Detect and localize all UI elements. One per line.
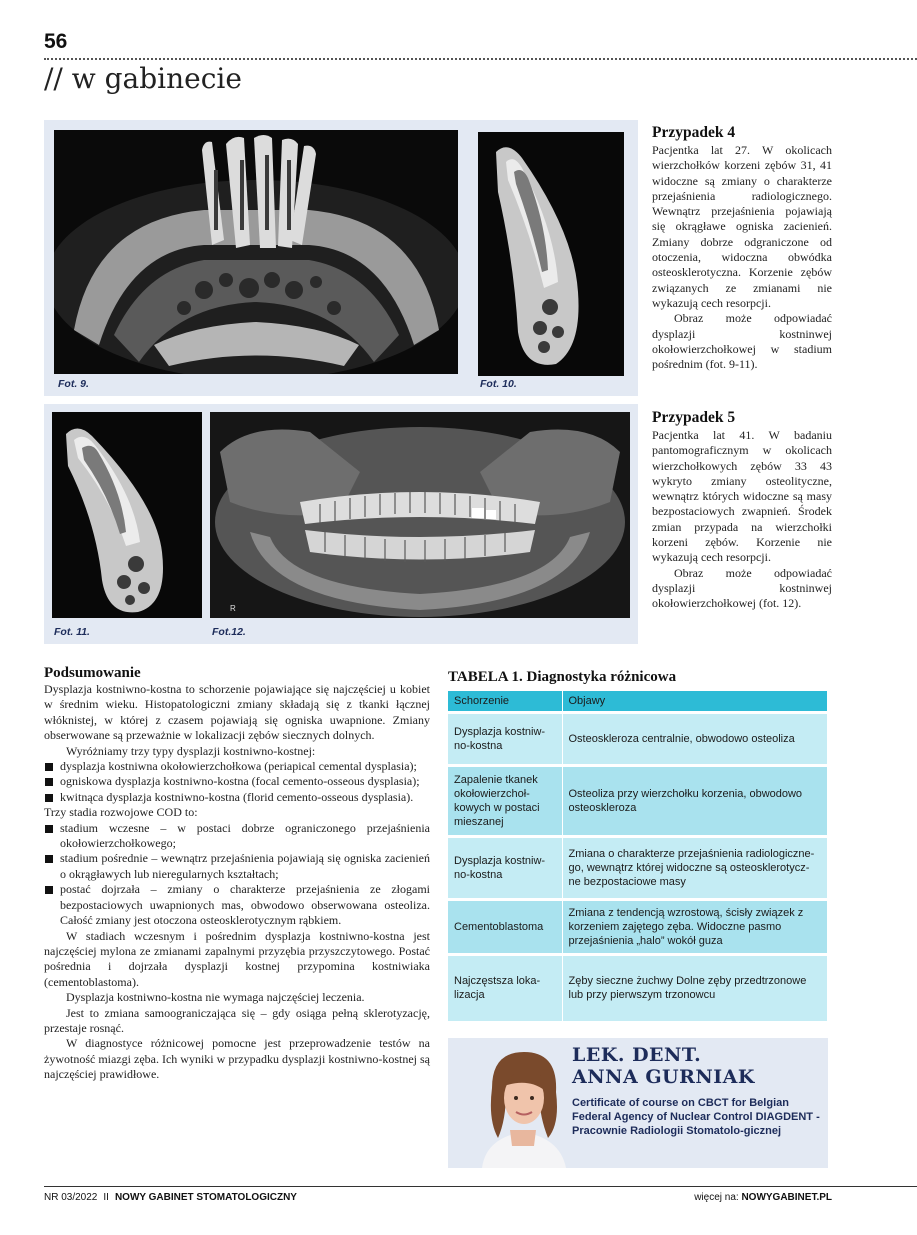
- case-4: [652, 124, 832, 372]
- table-cell: Zapalenie tkanek okołowierzchoł-kowych w postaci mieszanej: [448, 766, 562, 837]
- author-title: LEK. DENT.: [572, 1044, 702, 1066]
- table-cell: Zęby sieczne żuchwy Dolne zęby przedtrzonowe lub przy pierwszym trzonowcu: [562, 955, 828, 1021]
- table-row: [448, 713, 828, 766]
- table-title: TABELA 1. Diagnostyka różnicowa: [448, 669, 677, 685]
- panoramic-teeth-icon: [210, 412, 630, 618]
- footer-magazine: NOWY GABINET STOMATOLOGICZNY: [114, 1192, 297, 1203]
- list-item: stadium wczesne – w postaci dobrze ograniczonego przejaśnienia okołowierzchołkowego;: [44, 821, 430, 852]
- case-4-paragraph-2: Obraz może odpowiadać dysplazji kostninwej okołowierzchołkowej w stadium pośrednim (fot. 9-11).: [652, 311, 832, 372]
- footer-site-link[interactable]: NOWYGABINET.PL: [741, 1192, 832, 1203]
- summary-paragraph-treatment: Dysplazja kostniwno-kostna nie wymaga najczęściej leczenia.: [66, 990, 365, 1005]
- case-4-paragraph-1: Pacjentka lat 27. W okolicach wierzchołków korzeni zębów 31, 41 widoczne są zmiany o charakterze przejaśnienia radiologicznego. Wewnątrz przejaśnienia pojawiają się okrągławe ogniska zacienień. Zmiany dobrze odgraniczone od otoczenia, widoczna obwódka osteosklerotyczna. Korzenie zębów związanych ze zmianami nie wykazują cech resorpcji.: [652, 143, 832, 310]
- list-item: ogniskowa dysplazja kostniwno-kostna (focal cemento-osseous dysplasia);: [44, 774, 430, 789]
- photo-panel-bottom: [44, 404, 638, 644]
- case-5-paragraph-1: Pacjentka lat 41. W badaniu pantomograficznym w okolicach wierzchołkowych zębów 33 43 wykryto zmiany osteolityczne, wewnątrz których widoczne są masy bezpostaciowych zwapnień. Środek zmian przypada na wierzchołki korzeni zębów. Korzenie nie wykazują cech resorpcji.: [652, 428, 832, 565]
- footer-separator: II: [103, 1192, 109, 1203]
- footer-issue: NR 03/2022: [44, 1192, 98, 1203]
- case-5: [652, 409, 832, 612]
- summary-types-intro: Wyróżniamy trzy typy dysplazji kostniwno-kostnej:: [66, 743, 316, 758]
- table-cell: Osteoliza przy wierzchołku korzenia, obwodowo osteoskleroza: [562, 766, 828, 837]
- footer-right: [694, 1192, 832, 1203]
- list-item: stadium pośrednie – wewnątrz przejaśnienia pojawiają się ogniska zacienień o okrągławych lub nieregularnych kształtach;: [44, 851, 430, 882]
- summary-paragraph-stages: W stadiach wczesnym i pośrednim dysplazja kostniwno-kostna jest najczęściej mylona ze zmianami zapalnymi przyzębia przyszczytowego. Postać pośrednia i dojrzała dysplazji kostnej przypomina kostniwiaka (cementoblastoma).: [44, 928, 430, 989]
- table-header-symptoms: Objawy: [562, 691, 828, 713]
- table-row: [448, 900, 828, 955]
- author-portrait-icon: [468, 1042, 578, 1168]
- case-5-title: Przypadek 5: [652, 409, 736, 426]
- case-4-title: Przypadek 4: [652, 124, 736, 141]
- summary-paragraph-selflimit: Jest to zmiana samoograniczająca się – gdy osiąga pełną sklerotyzację, przestaje rosnąć.: [44, 1005, 430, 1035]
- case-5-paragraph-2: Obraz może odpowiadać dysplazji kostninwej okołowierzchołkowej (fot. 12).: [652, 565, 832, 611]
- table-cell: Dysplazja kostniw-no-kostna: [448, 713, 562, 766]
- page-number: 56: [44, 30, 68, 53]
- xray-fot9-axial-cbct: [54, 130, 458, 374]
- table-cell: Dysplazja kostniw-no-kostna: [448, 837, 562, 900]
- table-row: [448, 837, 828, 900]
- photo-panel-top: [44, 120, 638, 396]
- xray-fot12-panoramic: [210, 412, 630, 618]
- section-title: // w gabinecie: [44, 62, 242, 95]
- table-row: [448, 766, 828, 837]
- table-cell: Osteoskleroza centralnie, obwodowo osteoliza: [562, 713, 828, 766]
- sagittal-tooth-icon: [52, 412, 202, 618]
- xray-fot10-sagittal-cbct: [478, 132, 624, 376]
- table-cell: Zmiana z tendencją wzrostową, ścisły związek z korzeniem zajętego zęba. Widoczne pasmo przejaśnienia „halo” wokół guza: [562, 900, 828, 955]
- caption-fot11: Fot. 11.: [54, 626, 90, 638]
- footer-more-label: więcej na:: [694, 1192, 739, 1203]
- author-credentials: Certificate of course on CBCT for Belgian Federal Agency of Nuclear Control DIAGDENT - Pracownie Radiologii Stomatolo-gicznej: [572, 1097, 820, 1137]
- author-box: [448, 1038, 828, 1168]
- summary-intro: Dysplazja kostniwno-kostna to schorzenie pojawiające się najczęściej u kobiet w średnim wieku. Histopatologiczni zmiany składają się z tkanki łącznej włóknistej, w której z czasem pojawiają się ogniska uwapnione. Zmiany obserwowane są przeważnie w lokalizacji zębów siecznych dolnych.: [44, 682, 430, 743]
- top-dotted-rule: [44, 58, 917, 60]
- summary-stages-intro: Trzy stadia rozwojowe COD to:: [44, 805, 198, 820]
- summary-section: [44, 664, 430, 1083]
- list-item: postać dojrzała – zmiany o charakterze przejaśnienia ze złogami bezpostaciowych uwapnionych mas, obwodowo obserwowana osteoliza. Całość zmiany jest otoczona osteosklerotycznym rąbkiem.: [44, 882, 430, 928]
- table-cell: Cementoblastoma: [448, 900, 562, 955]
- differential-diagnosis-table: [448, 691, 828, 1021]
- table-header-row: [448, 691, 828, 713]
- list-item: dysplazja kostniwna okołowierzchołkowa (periapical cemental dysplasia);: [44, 759, 430, 774]
- caption-fot10: Fot. 10.: [480, 378, 517, 390]
- footer-left: [44, 1192, 297, 1203]
- author-name: [572, 1044, 755, 1088]
- summary-title: Podsumowanie: [44, 665, 141, 681]
- xray-fot11-sagittal-cbct: [52, 412, 202, 618]
- table-cell: Najczęstsza loka-lizacja: [448, 955, 562, 1021]
- bottom-rule: [44, 1186, 917, 1187]
- caption-fot12: Fot.12.: [212, 626, 246, 638]
- summary-paragraph-diagnostics: W diagnostyce różnicowej pomocne jest przeprowadzenie testów na żywotność miazgi zęba. Ich wyniki w przypadku dysplazji kostniwno-kostnej są najczęściej prawidłowe.: [44, 1036, 430, 1082]
- panoramic-side-marker: R: [230, 604, 236, 613]
- sagittal-tooth-icon: [478, 132, 624, 376]
- axial-jaw-icon: [54, 130, 458, 374]
- author-fullname: ANNA GURNIAK: [572, 1066, 755, 1088]
- summary-types-list: [44, 759, 430, 805]
- list-item: kwitnąca dysplazja kostniwno-kostna (florid cemento-osseous dysplasia).: [44, 790, 430, 805]
- caption-fot9: Fot. 9.: [58, 378, 89, 390]
- table-header-disease: Schorzenie: [448, 691, 562, 713]
- summary-stages-list: [44, 821, 430, 929]
- table-cell: Zmiana o charakterze przejaśnienia radiologiczne-go, wewnątrz której widoczne są osteosklerotycz-ne bezpostaciowe masy: [562, 837, 828, 900]
- table-row: [448, 955, 828, 1021]
